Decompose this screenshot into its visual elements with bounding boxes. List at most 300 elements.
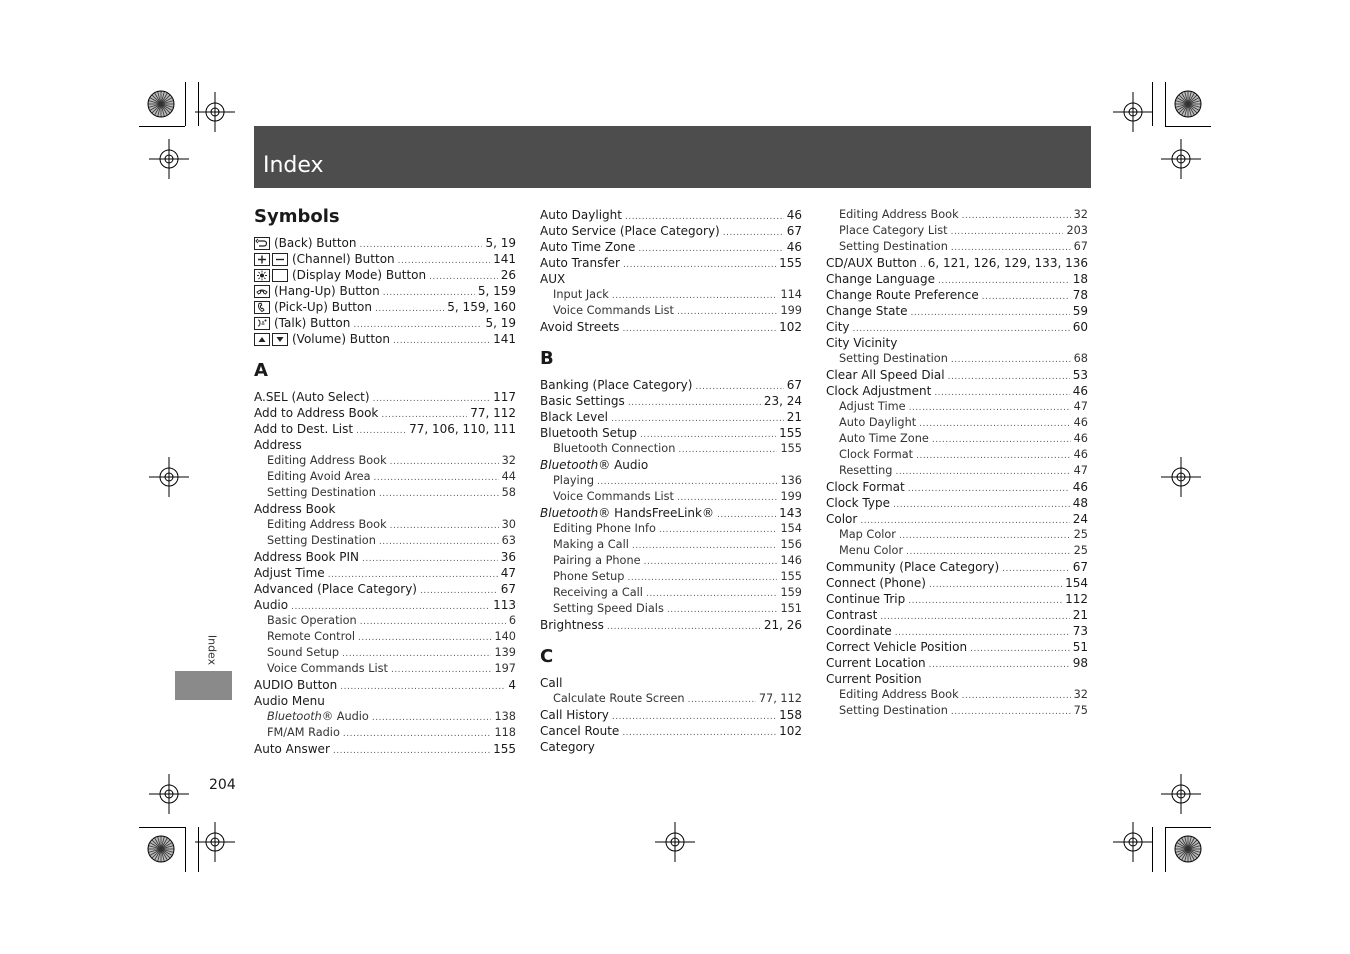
entry-label: [826, 495, 890, 511]
index-entry: [826, 559, 1088, 575]
entry-label-text: Editing Avoid Area: [267, 470, 371, 483]
index-entry: [540, 739, 802, 755]
entry-label-text: Sound Setup: [267, 646, 340, 659]
index-subentry: [540, 489, 802, 505]
dot-leader: [644, 554, 778, 570]
entry-label-text: Setting Destination: [267, 534, 376, 547]
dot-leader: [607, 619, 761, 635]
entry-pages: 58: [501, 486, 516, 499]
dot-leader: [717, 507, 776, 523]
index-entry: [540, 723, 802, 739]
entry-pages: 139: [494, 646, 516, 659]
entry-pages: 77, 106, 110, 111: [409, 422, 516, 436]
entry-label: [267, 725, 340, 741]
entry-pages: 158: [779, 708, 802, 722]
entry-label: [839, 447, 913, 463]
index-subentry: [254, 485, 516, 501]
entry-label-text: Brightness: [540, 618, 604, 632]
index-subentry: [540, 553, 802, 569]
index-subentry: [826, 239, 1088, 255]
dot-leader: [908, 593, 1062, 609]
entry-pages: 24: [1072, 512, 1088, 526]
entry-label: [254, 581, 417, 597]
entry-pages: 75: [1073, 704, 1088, 717]
channel-plus-minus-key-icon: [254, 253, 288, 266]
entry-label-text: Adjust Time: [254, 566, 325, 580]
index-entry: [540, 223, 802, 239]
entry-label-italic: Bluetooth: [267, 710, 322, 723]
index-entry: [826, 479, 1088, 495]
entry-label: [826, 287, 979, 303]
entry-label-text: Pairing a Phone: [553, 554, 641, 567]
entry-label: [540, 675, 562, 691]
dot-leader: [622, 321, 776, 337]
entry-label: [540, 377, 692, 393]
index-subentry: [540, 441, 802, 457]
entry-label-text: Community (Place Category): [826, 560, 1000, 574]
index-entry: [540, 505, 802, 521]
dot-leader: [880, 609, 1069, 625]
entry-label: [540, 393, 625, 409]
entry-pages: 67: [786, 224, 802, 238]
dot-leader: [929, 577, 1062, 593]
index-subentry: [254, 709, 516, 725]
entry-label-text: Call History: [540, 708, 609, 722]
entry-pages: 32: [501, 454, 516, 467]
entry-label: [254, 549, 359, 565]
entry-pages: 59: [1072, 304, 1088, 318]
entry-pages: 48: [1072, 496, 1088, 510]
entry-label: [540, 239, 635, 255]
entry-label-text: Color: [826, 512, 858, 526]
index-entry: [826, 639, 1088, 655]
entry-label: [553, 473, 594, 489]
dot-leader: [597, 474, 777, 490]
entry-label-text: (Talk) Button: [274, 316, 351, 330]
entry-pages: 141: [493, 252, 516, 266]
dot-leader: [962, 688, 1071, 704]
section-heading: A: [254, 360, 268, 381]
entry-label: [839, 687, 959, 703]
entry-label: [254, 677, 337, 693]
index-subentry: [540, 521, 802, 537]
crop-line: [198, 82, 199, 126]
entry-label: [540, 739, 595, 755]
entry-pages: 36: [500, 550, 516, 564]
entry-pages: 197: [494, 662, 516, 675]
entry-label: [254, 299, 372, 315]
entry-label-text: ® HandsFreeLink®: [598, 506, 714, 520]
entry-pages: 21: [786, 410, 802, 424]
index-entry: [826, 495, 1088, 511]
entry-pages: 46: [1073, 448, 1088, 461]
entry-pages: 46: [786, 208, 802, 222]
entry-label: [553, 489, 674, 505]
index-entry: [254, 741, 516, 757]
entry-label-text: Making a Call: [553, 538, 629, 551]
index-entry: [540, 457, 802, 473]
dot-leader: [342, 646, 491, 662]
entry-pages: 154: [780, 522, 802, 535]
entry-pages: 47: [1073, 400, 1088, 413]
entry-label: [267, 485, 376, 501]
entry-label: [553, 303, 674, 319]
crop-line: [139, 827, 185, 828]
entry-label-text: Menu Color: [839, 544, 904, 557]
entry-pages: 98: [1072, 656, 1088, 670]
entry-label: [553, 585, 643, 601]
dot-leader: [906, 544, 1071, 560]
entry-label: [254, 251, 395, 267]
entry-label: [540, 723, 619, 739]
entry-pages: 155: [779, 256, 802, 270]
entry-label: [839, 463, 892, 479]
index-entry: [254, 331, 516, 347]
entry-label: [540, 223, 720, 239]
entry-label-text: CD/AUX Button: [826, 256, 917, 270]
dot-leader: [379, 534, 499, 550]
dot-leader: [374, 470, 499, 486]
entry-label: [553, 553, 641, 569]
entry-label: [540, 707, 609, 723]
entry-pages: 46: [1073, 432, 1088, 445]
entry-pages: 136: [780, 474, 802, 487]
entry-label-text: Remote Control: [267, 630, 356, 643]
entry-label-text: Coordinate: [826, 624, 892, 638]
entry-pages: 78: [1072, 288, 1088, 302]
entry-pages: 67: [500, 582, 516, 596]
dot-leader: [343, 726, 492, 742]
entry-pages: 73: [1072, 624, 1088, 638]
entry-label: [254, 331, 390, 347]
entry-pages: 23, 24: [763, 394, 802, 408]
entry-label-text: Basic Settings: [540, 394, 625, 408]
entry-label: [826, 607, 877, 623]
entry-label: [553, 441, 675, 457]
entry-label-text: Calculate Route Screen: [553, 692, 685, 705]
entry-pages: 156: [780, 538, 802, 551]
entry-label: [826, 671, 922, 687]
entry-label: [839, 415, 916, 431]
dot-leader: [391, 662, 491, 678]
entry-label: [826, 639, 967, 655]
entry-pages: 4: [508, 678, 516, 692]
index-entry: [826, 319, 1088, 335]
talk-key-icon: [254, 317, 270, 330]
index-entry: [540, 255, 802, 271]
entry-label: [254, 421, 353, 437]
page-number: 204: [209, 777, 236, 793]
entry-label-text: Connect (Phone): [826, 576, 926, 590]
entry-label-text: AUX: [540, 272, 566, 286]
entry-pages: 51: [1072, 640, 1088, 654]
entry-label: [826, 479, 905, 495]
entry-label: [254, 741, 330, 757]
index-entry: [826, 671, 1088, 687]
entry-label-text: Cancel Route: [540, 724, 620, 738]
entry-pages: 53: [1072, 368, 1088, 382]
dot-leader: [951, 240, 1071, 256]
entry-label: [267, 517, 387, 533]
index-subentry: [540, 473, 802, 489]
index-entry: [540, 319, 802, 335]
entry-label-text: Resetting: [839, 464, 893, 477]
dot-leader: [638, 241, 783, 257]
index-column-1: [254, 205, 516, 757]
entry-label-text: Editing Address Book: [839, 688, 959, 701]
entry-label: [267, 645, 339, 661]
entry-pages: 151: [780, 602, 802, 615]
entry-pages: 141: [493, 332, 516, 346]
pick-up-key-icon: [254, 301, 270, 314]
entry-label-text: Setting Destination: [839, 240, 948, 253]
entry-pages: 47: [500, 566, 516, 580]
index-subentry: [826, 223, 1088, 239]
index-entry: [826, 511, 1088, 527]
entry-label-text: City Vicinity: [826, 336, 898, 350]
index-subentry: [254, 517, 516, 533]
index-subentry: [254, 453, 516, 469]
entry-label: [826, 511, 857, 527]
index-entry: [540, 425, 802, 441]
entry-label: [267, 613, 357, 629]
entry-label: [540, 255, 620, 271]
entry-label: [839, 399, 906, 415]
entry-label-text: Auto Time Zone: [540, 240, 636, 254]
index-subentry: [826, 415, 1088, 431]
dot-leader: [982, 289, 1070, 305]
entry-pages: 5, 19: [485, 316, 516, 330]
dot-leader: [333, 743, 490, 759]
index-entry: [254, 501, 516, 517]
entry-pages: 155: [780, 570, 802, 583]
dot-leader: [612, 288, 778, 304]
dot-leader: [893, 497, 1070, 513]
dot-leader: [895, 464, 1070, 480]
entry-label-text: Auto Service (Place Category): [540, 224, 720, 238]
entry-pages: 117: [493, 390, 516, 404]
index-subentry: [540, 691, 802, 707]
entry-pages: 146: [780, 554, 802, 567]
entry-label: [826, 383, 931, 399]
entry-label: [540, 617, 604, 633]
entry-label-italic: Bluetooth: [540, 506, 599, 520]
entry-label-text: Place Category List: [839, 224, 948, 237]
entry-label-text: Phone Setup: [553, 570, 625, 583]
entry-label: [839, 703, 948, 719]
entry-label-text: Receiving a Call: [553, 586, 643, 599]
dot-leader: [899, 528, 1071, 544]
entry-label: [254, 693, 325, 709]
entry-label-text: Avoid Streets: [540, 320, 620, 334]
index-entry: [254, 283, 516, 299]
index-subentry: [826, 399, 1088, 415]
entry-label-text: Map Color: [839, 528, 896, 541]
index-entry: [254, 581, 516, 597]
entry-label-text: Playing: [553, 474, 595, 487]
entry-label-text: Black Level: [540, 410, 608, 424]
index-entry: [540, 409, 802, 425]
entry-label: [540, 207, 622, 223]
dot-leader: [358, 630, 491, 646]
dot-leader: [623, 257, 776, 273]
entry-label-text: Change Language: [826, 272, 935, 286]
entry-pages: 154: [1065, 576, 1088, 590]
entry-label: [839, 239, 948, 255]
entry-label: [826, 271, 935, 287]
entry-label: [267, 533, 376, 549]
entry-label: [254, 405, 378, 421]
index-subentry: [254, 629, 516, 645]
dot-leader: [916, 448, 1071, 464]
entry-label-text: Category: [540, 740, 595, 754]
entry-label: [540, 409, 608, 425]
section-heading: B: [540, 348, 554, 369]
entry-pages: 63: [501, 534, 516, 547]
entry-label-text: City: [826, 320, 850, 334]
entry-pages: 199: [780, 304, 802, 317]
dot-leader: [908, 481, 1070, 497]
entry-label-text: Auto Time Zone: [839, 432, 929, 445]
dot-leader: [932, 432, 1071, 448]
entry-pages: 5, 159, 160: [447, 300, 516, 314]
entry-pages: 32: [1073, 688, 1088, 701]
entry-pages: 155: [779, 426, 802, 440]
entry-pages: 114: [780, 288, 802, 301]
index-subentry: [540, 537, 802, 553]
crop-line: [1165, 82, 1166, 126]
index-subentry: [254, 469, 516, 485]
entry-label-text: AUDIO Button: [254, 678, 338, 692]
entry-label: [826, 255, 917, 271]
display-mode-key-icon: [254, 269, 288, 282]
entry-pages: 138: [494, 710, 516, 723]
entry-pages: 155: [780, 442, 802, 455]
index-entry: [540, 675, 802, 691]
entry-label-text: Editing Address Book: [839, 208, 959, 221]
entry-pages: 44: [501, 470, 516, 483]
index-subentry: [826, 527, 1088, 543]
index-entry: [540, 707, 802, 723]
entry-label-text: (Channel) Button: [292, 252, 395, 266]
index-entry: [540, 617, 802, 633]
index-entry: [540, 271, 802, 287]
entry-label-text: ® Audio: [321, 710, 369, 723]
entry-label-text: Voice Commands List: [267, 662, 388, 675]
entry-label: [254, 267, 426, 283]
entry-pages: 67: [1072, 560, 1088, 574]
index-entry: [254, 235, 516, 251]
dot-leader: [948, 369, 1070, 385]
index-entry: [826, 623, 1088, 639]
entry-label: [839, 223, 948, 239]
entry-label-text: Address Book: [254, 502, 336, 516]
entry-label: [540, 457, 648, 473]
dot-leader: [632, 538, 778, 554]
index-entry: [254, 389, 516, 405]
entry-label: [553, 601, 664, 617]
entry-pages: 143: [779, 506, 802, 520]
crop-line: [1152, 827, 1153, 872]
dot-leader: [340, 679, 505, 695]
entry-pages: 113: [493, 598, 516, 612]
entry-label: [254, 437, 302, 453]
entry-label: [267, 453, 387, 469]
entry-pages: 5, 159: [477, 284, 516, 298]
entry-label-text: Setting Destination: [839, 352, 948, 365]
entry-label: [826, 623, 892, 639]
entry-pages: 102: [779, 320, 802, 334]
index-entry: [254, 315, 516, 331]
index-entry: [540, 207, 802, 223]
index-entry: [254, 597, 516, 613]
index-entry: [254, 421, 516, 437]
entry-pages: 199: [780, 490, 802, 503]
dot-leader: [934, 385, 1069, 401]
crop-line: [139, 126, 185, 127]
dot-leader: [646, 586, 777, 602]
entry-label-text: (Back) Button: [274, 236, 357, 250]
index-entry: [254, 565, 516, 581]
section-heading: C: [540, 646, 554, 667]
entry-label-text: Editing Address Book: [267, 454, 387, 467]
entry-label-text: Clock Format: [826, 480, 905, 494]
dot-leader: [951, 352, 1071, 368]
dot-leader: [628, 395, 761, 411]
entry-label: [826, 335, 897, 351]
index-subentry: [826, 543, 1088, 559]
entry-pages: 60: [1072, 320, 1088, 334]
entry-label: [254, 501, 335, 517]
entry-pages: 67: [1073, 240, 1088, 253]
index-entry: [540, 239, 802, 255]
index-entry: [826, 591, 1088, 607]
index-subentry: [254, 533, 516, 549]
index-entry: [254, 693, 516, 709]
entry-label: [540, 319, 619, 335]
entry-label-text: Clock Format: [839, 448, 914, 461]
index-entry: [254, 405, 516, 421]
index-entry: [826, 335, 1088, 351]
dot-leader: [951, 704, 1071, 720]
entry-label: [267, 469, 371, 485]
entry-label-text: Change State: [826, 304, 908, 318]
index-entry: [826, 303, 1088, 319]
dot-leader: [379, 486, 499, 502]
entry-pages: 25: [1073, 528, 1088, 541]
entry-pages: 21, 26: [763, 618, 802, 632]
entry-pages: 6, 121, 126, 129, 133, 136: [927, 256, 1088, 270]
entry-label-text: Contrast: [826, 608, 878, 622]
crop-line: [1152, 82, 1153, 126]
entry-pages: 18: [1072, 272, 1088, 286]
entry-label-text: Auto Daylight: [839, 416, 917, 429]
index-entry: [826, 607, 1088, 623]
entry-label-italic: Bluetooth: [540, 458, 599, 472]
entry-pages: 30: [501, 518, 516, 531]
side-tab: [175, 671, 232, 700]
entry-label: [540, 505, 714, 521]
index-entry: [826, 255, 1088, 271]
index-entry: [254, 251, 516, 267]
entry-label: [540, 425, 637, 441]
index-entry: [254, 549, 516, 565]
entry-pages: 68: [1073, 352, 1088, 365]
entry-label-text: Setting Destination: [839, 704, 948, 717]
index-column-2: [540, 207, 802, 755]
dot-leader: [688, 692, 756, 708]
entry-label: [267, 709, 369, 725]
